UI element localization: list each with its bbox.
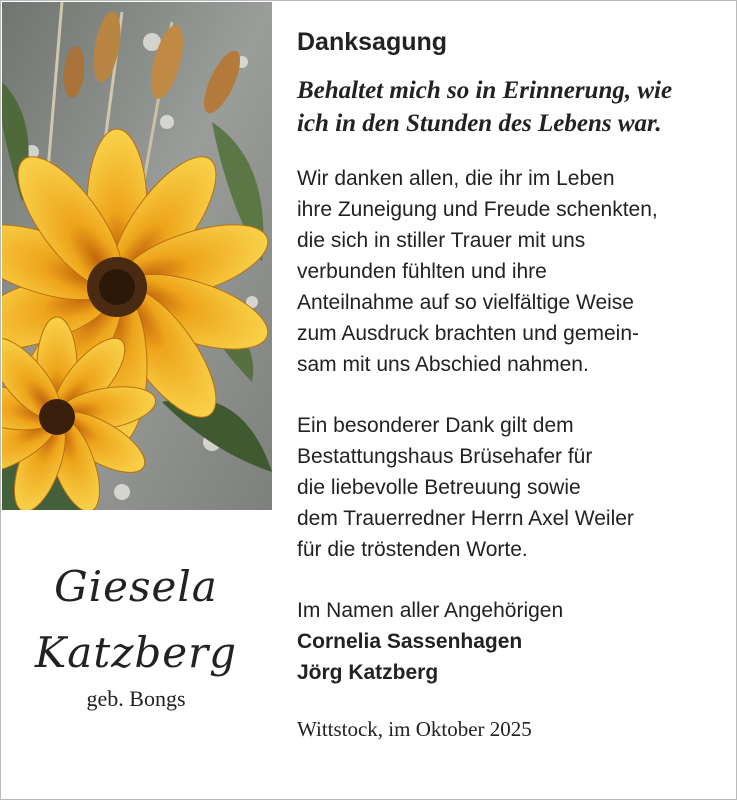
quote-line: Behaltet mich so in Erinnerung, wie	[297, 77, 673, 104]
sunflower-illustration	[2, 2, 272, 510]
text-line: Ein besonderer Dank gilt dem	[297, 414, 574, 437]
text-line: sam mit uns Abschied nahmen.	[297, 353, 589, 376]
text-line: ihre Zuneigung und Freude schenkten,	[297, 198, 658, 221]
text-line: Anteilnahme auf so vielfältige Weise	[297, 291, 634, 314]
text-line: zum Ausdruck brachten und gemein-	[297, 322, 640, 345]
text-line: Bestattungshaus Brüsehafer für	[297, 445, 593, 468]
quote-line: ich in den Stunden des Lebens war.	[297, 110, 662, 137]
signoff	[297, 595, 727, 688]
signoff-intro: Im Namen aller Angehörigen	[297, 599, 564, 622]
sunflower-image	[2, 2, 272, 510]
signoff-name: Cornelia Sassenhagen	[297, 630, 523, 653]
signoff-name: Jörg Katzberg	[297, 661, 439, 684]
text-line: die sich in stiller Trauer mit uns	[297, 229, 586, 252]
text-line: die liebevolle Betreuung sowie	[297, 476, 581, 499]
deceased-first-name: Giesela	[54, 562, 218, 611]
deceased-last-name: Katzberg	[34, 628, 238, 677]
notice-text	[297, 22, 727, 745]
special-thanks-paragraph	[297, 410, 727, 565]
text-line: dem Trauerredner Herrn Axel Weiler	[297, 507, 634, 530]
text-line: verbunden fühlten und ihre	[297, 260, 547, 283]
text-line: für die tröstenden Worte.	[297, 538, 528, 561]
deceased-birth-name: geb. Bongs	[86, 686, 186, 711]
place-date: Wittstock, im Oktober 2025	[297, 717, 532, 741]
thanks-paragraph	[297, 163, 727, 380]
memorial-quote	[297, 74, 727, 140]
notice-heading: Danksagung	[297, 28, 448, 56]
text-line: Wir danken allen, die ihr im Leben	[297, 167, 615, 190]
